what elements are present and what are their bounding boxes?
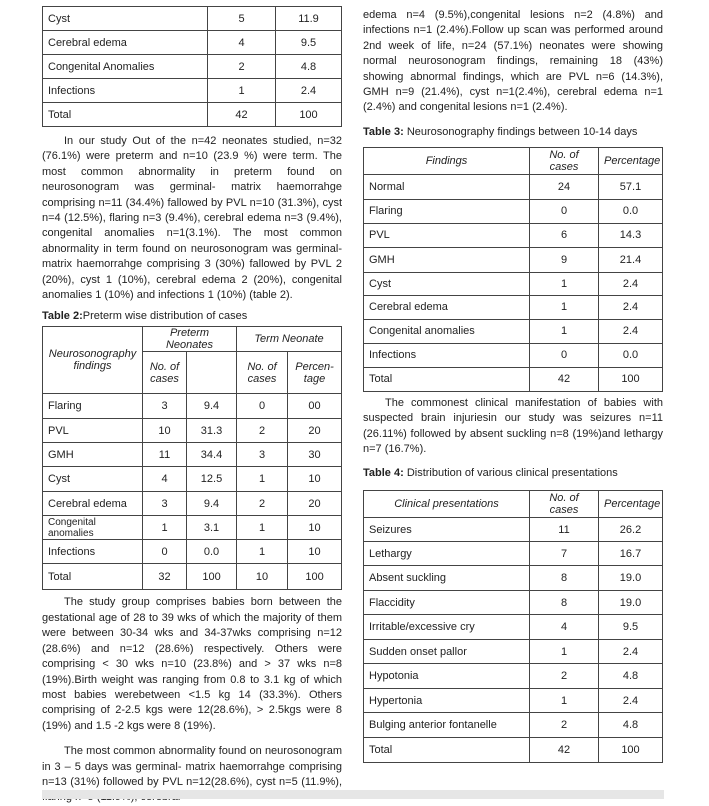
cell-value: 42 [208,103,276,127]
row-label: Flaring [364,199,530,223]
cell-value: 6 [530,223,599,247]
paragraph-gestational-age: The study group comprises babies born between the gestational age of 28 to 39 wks of which the majority of them were between 30-34 wks and 34-37wks comprising n=12 (28.6%) and n=12 (28.6%) respectively. Others were comprising < 30 wks n=10 (23.8%) and > 37 wks n=8 (19%).Birth weight was ranging from 0.8 to 3.1 kg of which most babies werebetween <1.5 kg 14 (33.3%). Others comprising of 2-2.5 kgs were 12(28.6%), > 2.5kgs were 8 (19%) and 1.5 -2 kgs were 8 (19%). [42,596,342,732]
row-label: Congenital anomalies [43,516,143,540]
row-label: Hypotonia [364,664,530,689]
cell-value: 2 [208,55,276,79]
table-row [364,664,663,689]
table-4-caption [363,467,663,479]
table-2-caption [42,310,342,322]
row-label: Flaring [43,394,143,419]
cell-value: 1 [143,516,187,540]
cell-value: 0 [530,199,599,223]
cell-value: 2 [530,664,599,689]
cell-value: 42 [530,367,599,391]
table-row [364,640,663,664]
table-row [43,443,342,467]
cell-value: 20 [288,492,342,516]
header-findings: Findings [364,147,530,174]
row-label: Cerebral edema [364,295,530,319]
cell-value: 4.8 [599,713,663,738]
cell-value: 24 [530,174,599,199]
row-label: Irritable/excessive cry [364,615,530,640]
page-footer-bar [42,790,664,799]
table-row [364,713,663,738]
right-column [363,0,663,763]
paragraph-3-5-days: The most common abnormality found on neurosonogram in 3 – 5 days was germinal- matrix haemorrahge comprising n=13 (31%) followed by PVL n=12(28.6%), cyst n=5 (11.9%), [42,745,342,788]
header-term: Term Neonate [237,327,342,352]
cell-value: 2.4 [599,295,663,319]
cell-value: 7 [530,542,599,566]
cell-value: 2 [237,492,288,516]
cell-value: 14.3 [599,223,663,247]
table-2 [42,326,342,590]
cell-value: 1 [237,467,288,492]
table-3-label: Table 3: [363,125,404,138]
row-label: Lethargy [364,542,530,566]
table-row [364,223,663,247]
cell-value: 16.7 [599,542,663,566]
table-1-continued [42,6,342,127]
cell-value: 1 [237,540,288,564]
row-label: Bulging anterior fontanelle [364,713,530,738]
table-row [364,199,663,223]
header-clinical: Clinical presentations [364,491,530,518]
table-row [43,55,342,79]
cell-value: 0 [237,394,288,419]
table-row [43,103,342,127]
table-row [364,247,663,272]
cell-value: 34.4 [187,443,237,467]
table-row [364,591,663,615]
cell-value: 1 [530,295,599,319]
table-row [364,518,663,542]
cell-value: 1 [530,640,599,664]
cell-value: 1 [530,272,599,295]
table-row [43,467,342,492]
row-label: Cyst [43,467,143,492]
cell-value: 57.1 [599,174,663,199]
row-label: PVL [43,419,143,443]
table-row [364,367,663,391]
cell-value: 19.0 [599,591,663,615]
cell-value: 0 [530,343,599,367]
row-label: Total [364,367,530,391]
table-4 [363,490,663,763]
cell-value: 11 [143,443,187,467]
cell-value: 21.4 [599,247,663,272]
cell-value: 3.1 [187,516,237,540]
cell-value: 30 [288,443,342,467]
row-label: Cyst [364,272,530,295]
paragraph-follow-up: edema n=4 (9.5%),congenital lesions n=2 (4.8%) and infections n=1 (2.4%).Follow up scan was performed around 2nd week of life, n=24 (57.1%) neonates were showing normal neurosonogram findings, remaining 18 (43%) showing abnormal findings, which are PVL n=6 (14.3%), GMH n=9 (21.4%), cyst n=1(2.4%), cerebral edema n=1 (2.4%) and congenital lesions n=1 (2.4%). [363,9,663,114]
header-blank [187,352,237,394]
table-row [43,564,342,590]
cell-value: 4 [143,467,187,492]
table-row [43,540,342,564]
row-label: Total [364,738,530,763]
cell-value: 10 [288,540,342,564]
header-no-cases: No. of cases [530,491,599,518]
cell-value: 10 [288,516,342,540]
cell-value: 100 [599,367,663,391]
cell-value: 2.4 [599,689,663,713]
cell-value: 11.9 [276,7,342,31]
cell-value: 4 [530,615,599,640]
table-row [43,516,342,540]
table-4-title: Distribution of various clinical presentations [406,467,618,480]
table-3 [363,147,663,392]
cell-value: 9 [530,247,599,272]
row-label: Cerebral edema [43,492,143,516]
cell-value: 20 [288,419,342,443]
row-label: Infections [364,343,530,367]
cell-value: 42 [530,738,599,763]
cell-value: 2.4 [276,79,342,103]
table-row [43,31,342,55]
row-label: GMH [364,247,530,272]
table-row [364,738,663,763]
table-row [43,419,342,443]
table-row [364,174,663,199]
cell-value: 1 [530,689,599,713]
cell-value: 26.2 [599,518,663,542]
cell-value: 10 [237,564,288,590]
left-column [42,0,342,806]
cell-value: 1 [237,516,288,540]
cell-value: 11 [530,518,599,542]
table-row [364,319,663,343]
table-row [43,7,342,31]
table-row [364,295,663,319]
row-label: Hypertonia [364,689,530,713]
cell-value: 0.0 [187,540,237,564]
cell-value: 9.5 [276,31,342,55]
table-row [364,689,663,713]
table-2-title: Preterm wise distribution of cases [82,310,248,323]
table-row [364,542,663,566]
cell-value: 10 [143,419,187,443]
cell-value: 2.4 [599,640,663,664]
table-row [364,615,663,640]
table-row [364,272,663,295]
header-percentage: Percentage [599,491,663,518]
row-label: PVL [364,223,530,247]
row-label: Seizures [364,518,530,542]
header-no-cases: No. of cases [530,147,599,174]
paragraph-clinical: The commonest clinical manifestation of babies with suspected brain injuriesin our study was seizures n=11 (26.11%) followed by absent suckling n=8 (19%)and lethargy n=7 (16.7%). [363,396,663,456]
header-no-cases-term: No. of cases [237,352,288,394]
header-findings: Neurosonography findings [43,327,143,394]
header-no-cases-preterm: No. of cases [143,352,187,394]
cell-value: 100 [599,738,663,763]
table-row [43,79,342,103]
cell-value: 2 [237,419,288,443]
cell-value: 100 [288,564,342,590]
row-label: GMH [43,443,143,467]
cell-value: 2 [530,713,599,738]
cell-value: 10 [288,467,342,492]
cell-value: 0.0 [599,199,663,223]
row-label: Normal [364,174,530,199]
row-label: Infections [43,79,208,103]
row-label: Total [43,103,208,127]
cell-value: 32 [143,564,187,590]
cell-value: 1 [530,319,599,343]
cell-value: 1 [208,79,276,103]
row-label: Infections [43,540,143,564]
cell-value: 8 [530,591,599,615]
cell-value: 0 [143,540,187,564]
cell-value: 19.0 [599,566,663,591]
row-label: Cyst [43,7,208,31]
cell-value: 3 [143,492,187,516]
row-label: Sudden onset pallor [364,640,530,664]
cell-value: 3 [237,443,288,467]
table-3-title: Neurosonography findings between 10-14 days [406,125,638,138]
cell-value: 31.3 [187,419,237,443]
table-3-caption [363,126,663,138]
row-label: Absent suckling [364,566,530,591]
cell-value: 9.5 [599,615,663,640]
row-label: Cerebral edema [43,31,208,55]
row-label: Flaccidity [364,591,530,615]
row-label: Congenital anomalies [364,319,530,343]
cell-value: 4.8 [276,55,342,79]
table-row [43,492,342,516]
row-label: Total [43,564,143,590]
header-percentage: Percentage [599,147,663,174]
table-row [43,394,342,419]
cell-value: 2.4 [599,319,663,343]
cell-value: 9.4 [187,394,237,419]
cell-value: 9.4 [187,492,237,516]
cell-value: 4 [208,31,276,55]
cell-value: 100 [187,564,237,590]
header-preterm: Preterm Neonates [143,327,237,352]
table-2-label: Table 2: [42,310,83,323]
paragraph-preterm-term: In our study Out of the n=42 neonates studied, n=32 (76.1%) were preterm and n=10 (23.9 %) were term. The most common abnormality in preterm found on neurosonogram was germinal- matrix haemorrahge comprising n=11 (34.4%) fallowed by PVL n=10 (31.3%), cyst n=4 (12.5%), flaring n=3 (9.4%), cerebral edema n=3 (9.4%), congenital anomalies n=1(3.1%). The most common abnormality in term found on neurosonogram was germinal- matrix haemorrahge comprising 3 (30%) fallowed by PVL 2 (20%), cyst 1 (10%), cerebral edema 2 (20%), congenital anomalies 1 (10%) and infections 1 (10%) (table 2). [42,135,342,302]
cell-value: 00 [288,394,342,419]
row-label: Congenital Anomalies [43,55,208,79]
cell-value: 3 [143,394,187,419]
cell-value: 0.0 [599,343,663,367]
cell-value: 12.5 [187,467,237,492]
cell-value: 4.8 [599,664,663,689]
table-row [364,566,663,591]
cell-value: 8 [530,566,599,591]
table-row [364,343,663,367]
cell-value: 100 [276,103,342,127]
cell-value: 5 [208,7,276,31]
cell-value: 2.4 [599,272,663,295]
header-percentage: Percen- tage [288,352,342,394]
table-4-label: Table 4: [363,467,404,480]
